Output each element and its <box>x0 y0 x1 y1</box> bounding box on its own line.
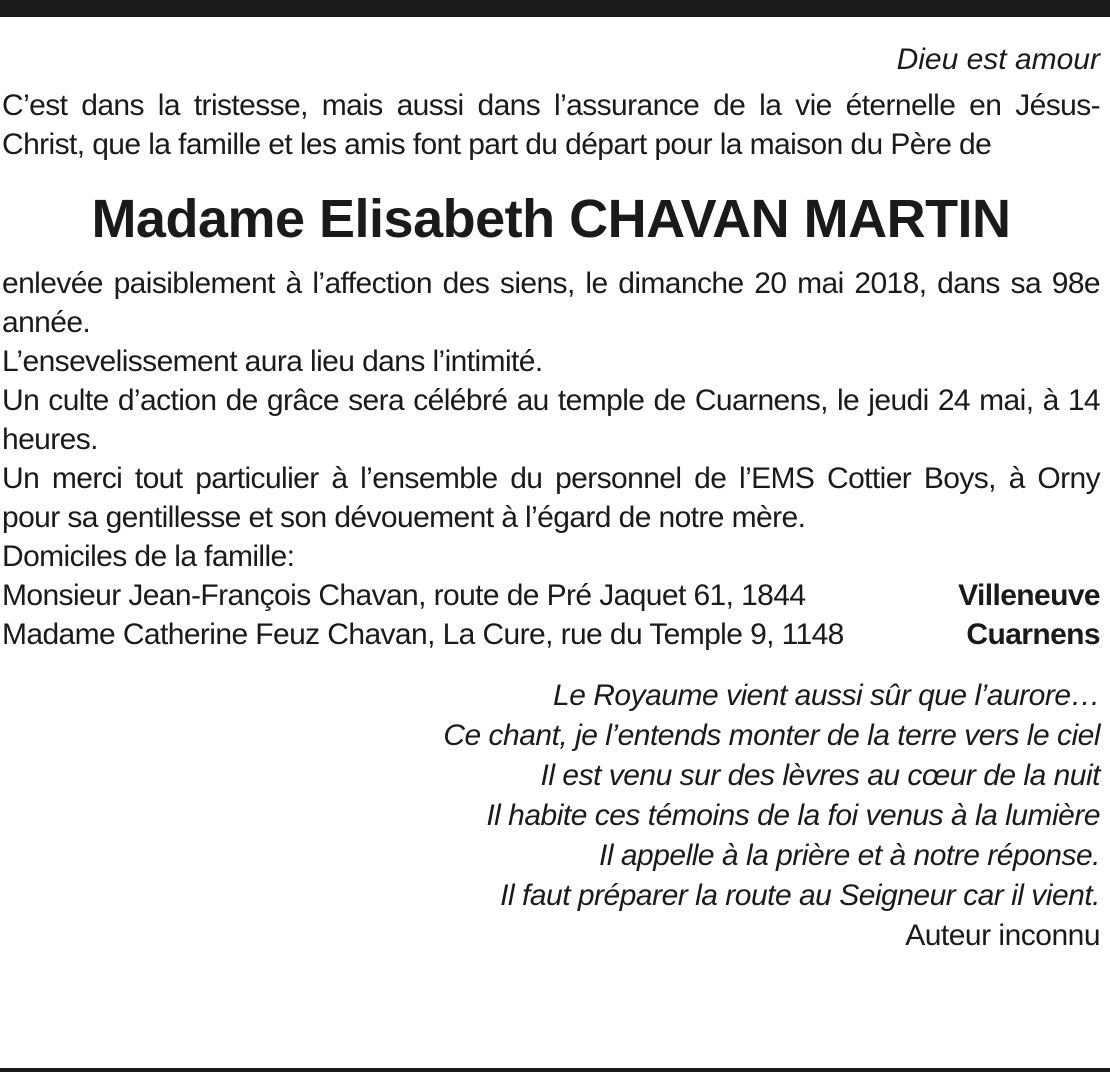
poem-line: Il habite ces témoins de la foi venus à la lumière <box>486 799 1100 832</box>
poem-line: Le Royaume vient aussi sûr que l’aurore… <box>553 679 1100 712</box>
poem <box>2 676 1100 916</box>
poem-line: Ce chant, je l’entends monter de la terre vers le ciel <box>443 719 1100 752</box>
family-address <box>2 615 1100 654</box>
obituary-notice <box>2 40 1100 956</box>
thanks-paragraph: Un merci tout particulier à l’ensemble du personnel de l’EMS Cottier Boys, à Orny pour sa gentillesse et son dévouement à l’égard de notre mère. <box>2 462 1100 534</box>
passing-paragraph: enlevée paisiblement à l’affection des siens, le dimanche 20 mai 2018, dans sa 98e année. <box>2 267 1100 339</box>
deceased-name: Madame Elisabeth CHAVAN MARTIN <box>91 189 1011 249</box>
poem-line: Il appelle à la prière et à notre réponse. <box>599 839 1100 872</box>
motto: Dieu est amour <box>896 43 1100 76</box>
family-address <box>2 576 1100 615</box>
bottom-rule <box>0 1068 1110 1072</box>
burial-paragraph: L’ensevelissement aura lieu dans l’intimité. <box>2 345 543 378</box>
poem-line: Il est venu sur des lèvres au cœur de la nuit <box>540 759 1100 792</box>
intro-paragraph: C’est dans la tristesse, mais aussi dans l’assurance de la vie éternelle en Jésus-Christ, que la famille et les amis font part du départ pour la maison du Père de <box>2 89 1100 161</box>
poem-author: Auteur inconnu <box>905 919 1100 952</box>
address-text: Monsieur Jean-François Chavan, route de Pré Jaquet 61, 1844 <box>2 579 806 612</box>
address-city: Villeneuve <box>958 579 1100 612</box>
address-text: Madame Catherine Feuz Chavan, La Cure, rue du Temple 9, 1148 <box>2 618 844 651</box>
family-heading: Domiciles de la famille: <box>2 540 295 573</box>
service-paragraph: Un culte d’action de grâce sera célébré au temple de Cuarnens, le jeudi 24 mai, à 14 heures. <box>2 384 1100 456</box>
top-border-bar <box>0 0 1110 17</box>
address-city: Cuarnens <box>966 618 1100 651</box>
poem-line: Il faut préparer la route au Seigneur car il vient. <box>500 879 1100 912</box>
